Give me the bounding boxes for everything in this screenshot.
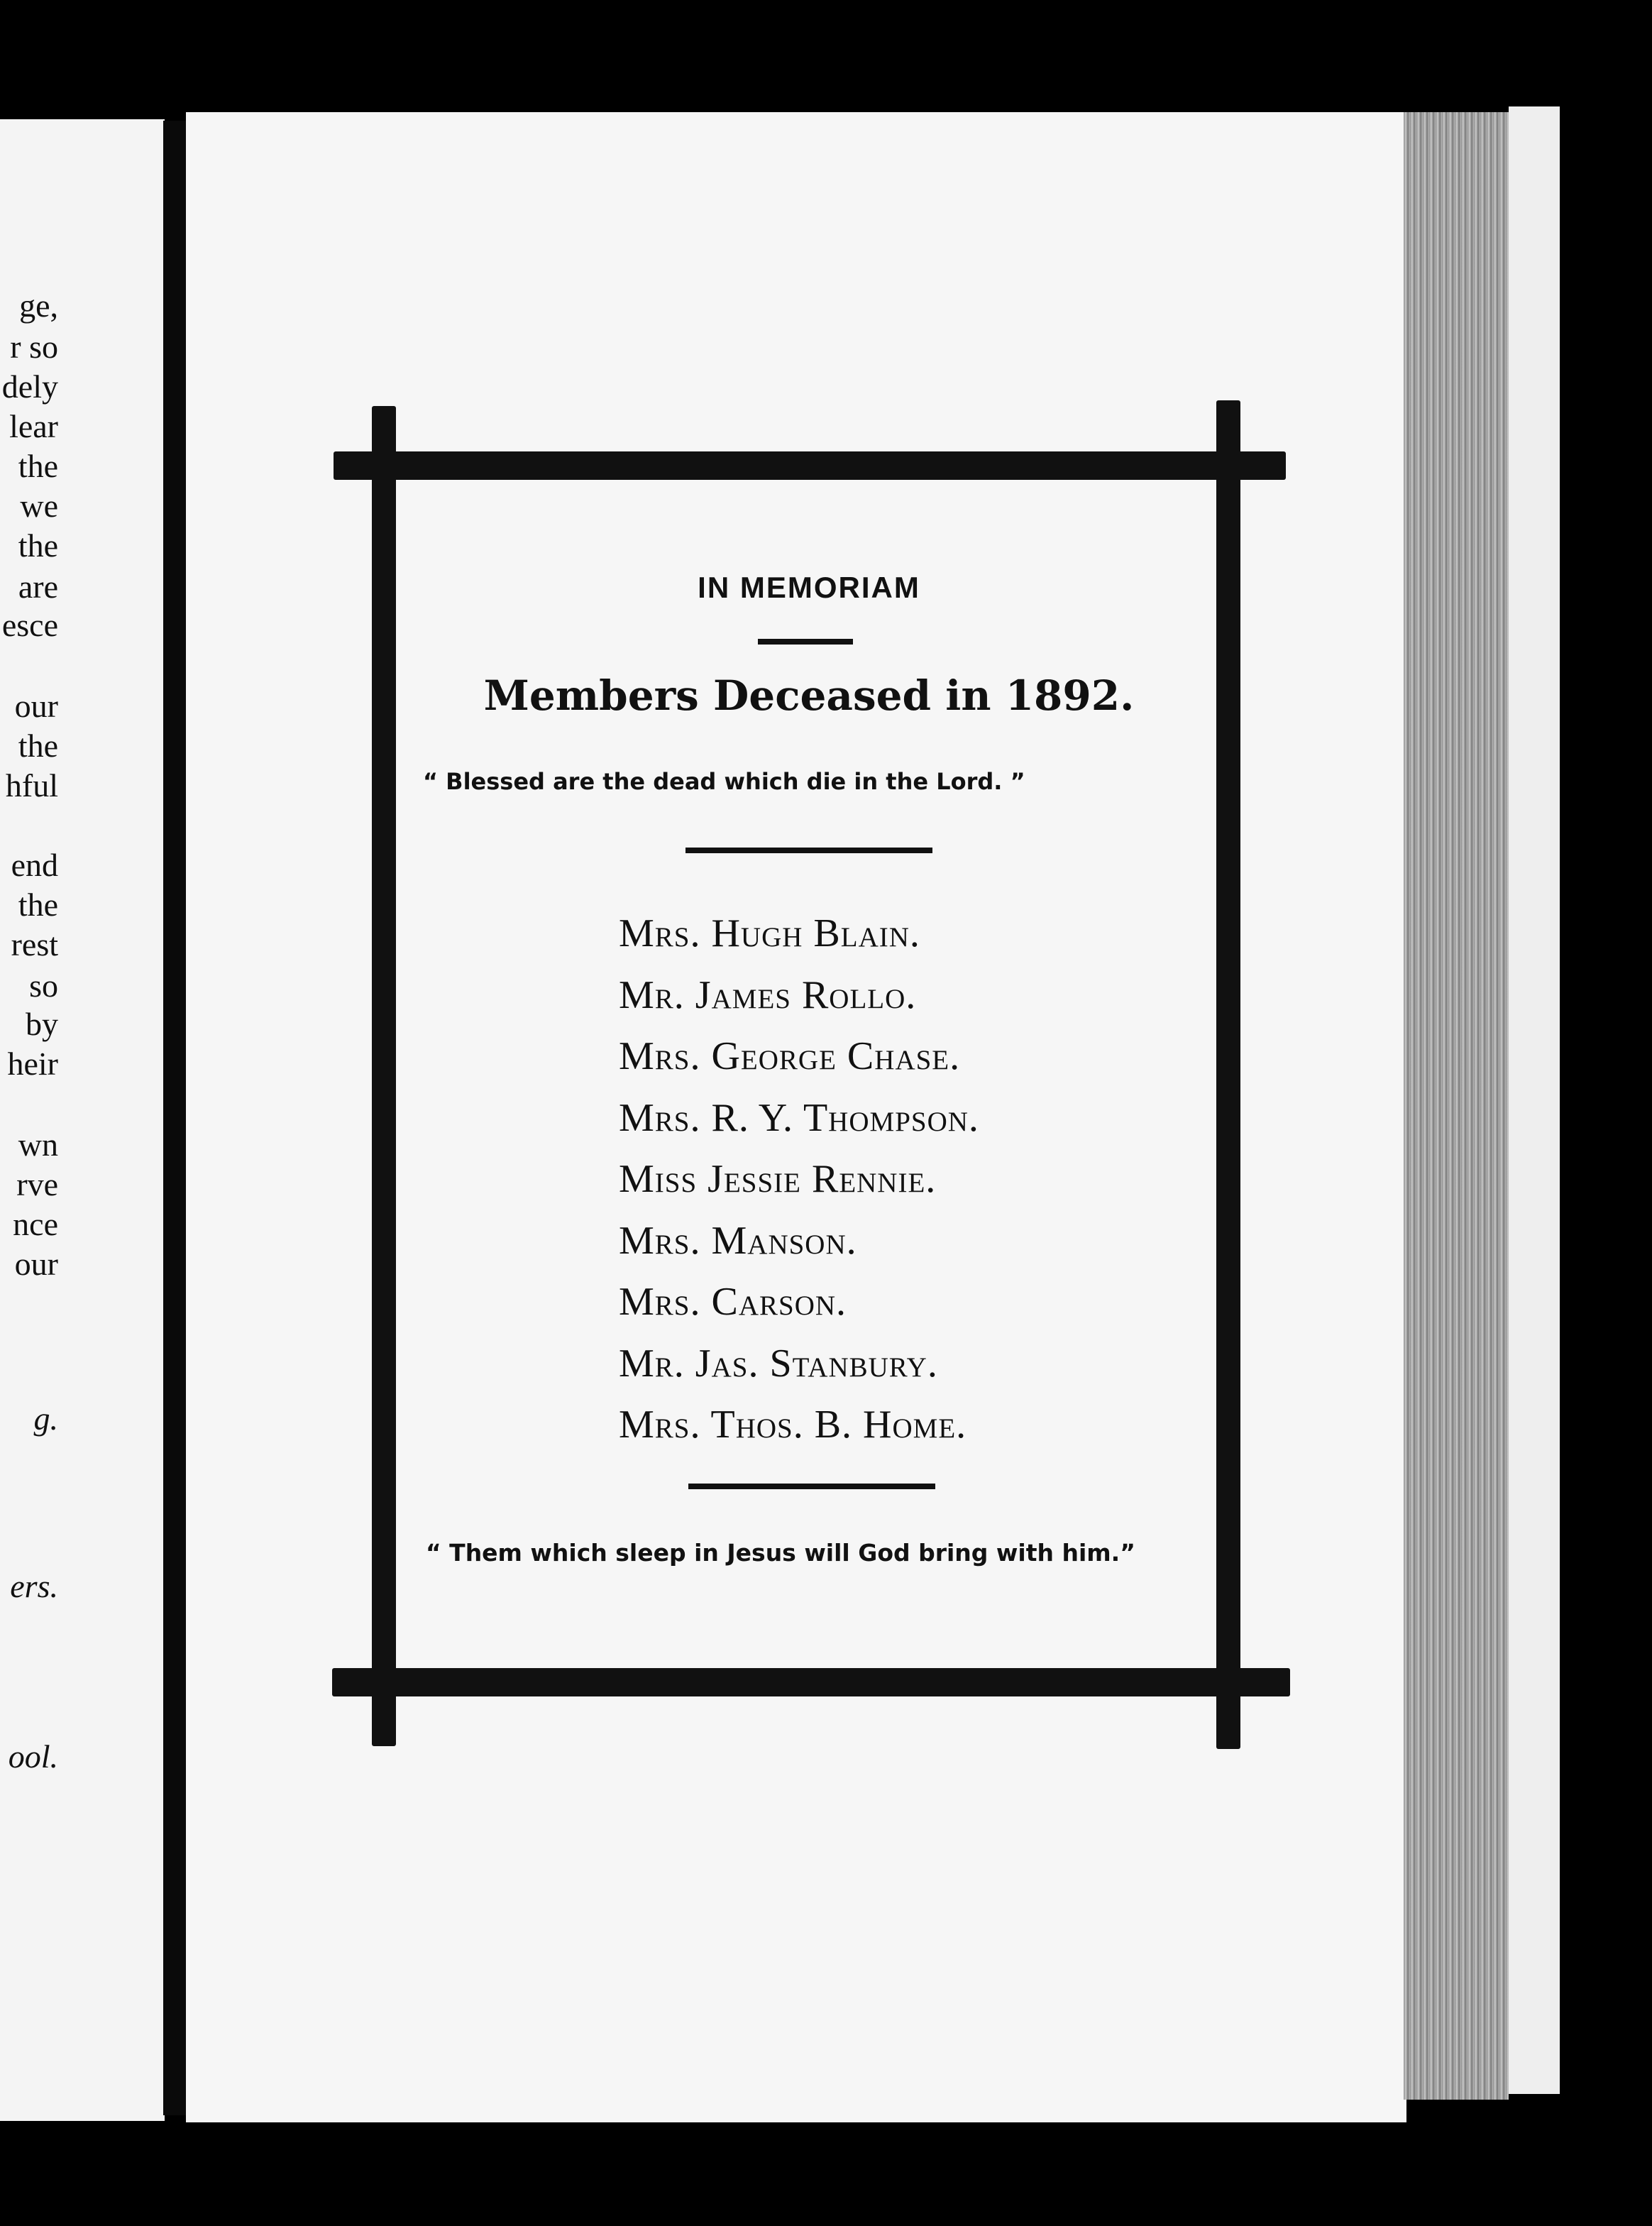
left-page-text: hful bbox=[5, 767, 58, 804]
left-page-text: r so bbox=[10, 329, 58, 365]
left-page-text: wn bbox=[18, 1126, 58, 1163]
divider-rule-bottom bbox=[688, 1484, 935, 1489]
scripture-quote-top: “ Blessed are the dead which die in the Lord. ” bbox=[423, 768, 1025, 795]
left-page-text: lear bbox=[9, 408, 58, 444]
divider-rule-top bbox=[685, 848, 932, 853]
left-page-text: ge, bbox=[19, 287, 58, 324]
member-name: Mr. Jas. Stanbury. bbox=[619, 1341, 938, 1386]
left-page-text: so bbox=[29, 967, 58, 1004]
frame-bottom-bar bbox=[332, 1668, 1290, 1696]
left-page-text: heir bbox=[7, 1046, 58, 1082]
left-page-text: the bbox=[18, 448, 58, 484]
left-page bbox=[0, 119, 165, 2121]
scripture-quote-bottom: “ Them which sleep in Jesus will God bring with him.” bbox=[426, 1539, 1135, 1567]
member-name: Mrs. Hugh Blain. bbox=[619, 911, 920, 955]
left-page-text: the bbox=[18, 728, 58, 764]
left-page-text: our bbox=[14, 1246, 58, 1282]
member-name: Mrs. R. Y. Thompson. bbox=[619, 1095, 979, 1140]
left-page-text: ers. bbox=[10, 1568, 58, 1604]
left-page-text: rve bbox=[16, 1166, 58, 1202]
member-name: Mr. James Rollo. bbox=[619, 972, 917, 1017]
left-page-text: are bbox=[18, 569, 58, 605]
page-edges-outer bbox=[1509, 106, 1560, 2094]
member-name: Mrs. George Chase. bbox=[619, 1034, 961, 1078]
frame-top-bar bbox=[334, 451, 1286, 480]
member-name: Mrs. Thos. B. Home. bbox=[619, 1403, 967, 1447]
left-page-text: we bbox=[20, 488, 58, 524]
title-rule bbox=[758, 639, 853, 645]
left-page-text: esce bbox=[1, 607, 58, 643]
page-edges bbox=[1404, 112, 1509, 2100]
left-page-text: rest bbox=[11, 926, 58, 963]
memorial-heading: Members Deceased in 1892. bbox=[483, 671, 1135, 720]
member-name: Miss Jessie Rennie. bbox=[619, 1157, 937, 1201]
left-page-text: nce bbox=[13, 1206, 58, 1242]
left-page-text: the bbox=[18, 527, 58, 564]
member-name: Mrs. Carson. bbox=[619, 1280, 847, 1324]
left-page-text: g. bbox=[33, 1400, 58, 1437]
left-page-text: dely bbox=[1, 368, 58, 405]
deceased-members-list bbox=[619, 903, 1186, 1456]
frame-left-post bbox=[372, 406, 396, 1746]
left-page-text: by bbox=[26, 1006, 58, 1042]
member-name: Mrs. Manson. bbox=[619, 1218, 857, 1263]
left-page-text: the bbox=[18, 887, 58, 923]
left-page-text: end bbox=[11, 847, 58, 883]
memoriam-title: IN MEMORIAM bbox=[698, 571, 920, 604]
left-page-text: our bbox=[14, 688, 58, 724]
left-page-text: ool. bbox=[8, 1738, 58, 1775]
